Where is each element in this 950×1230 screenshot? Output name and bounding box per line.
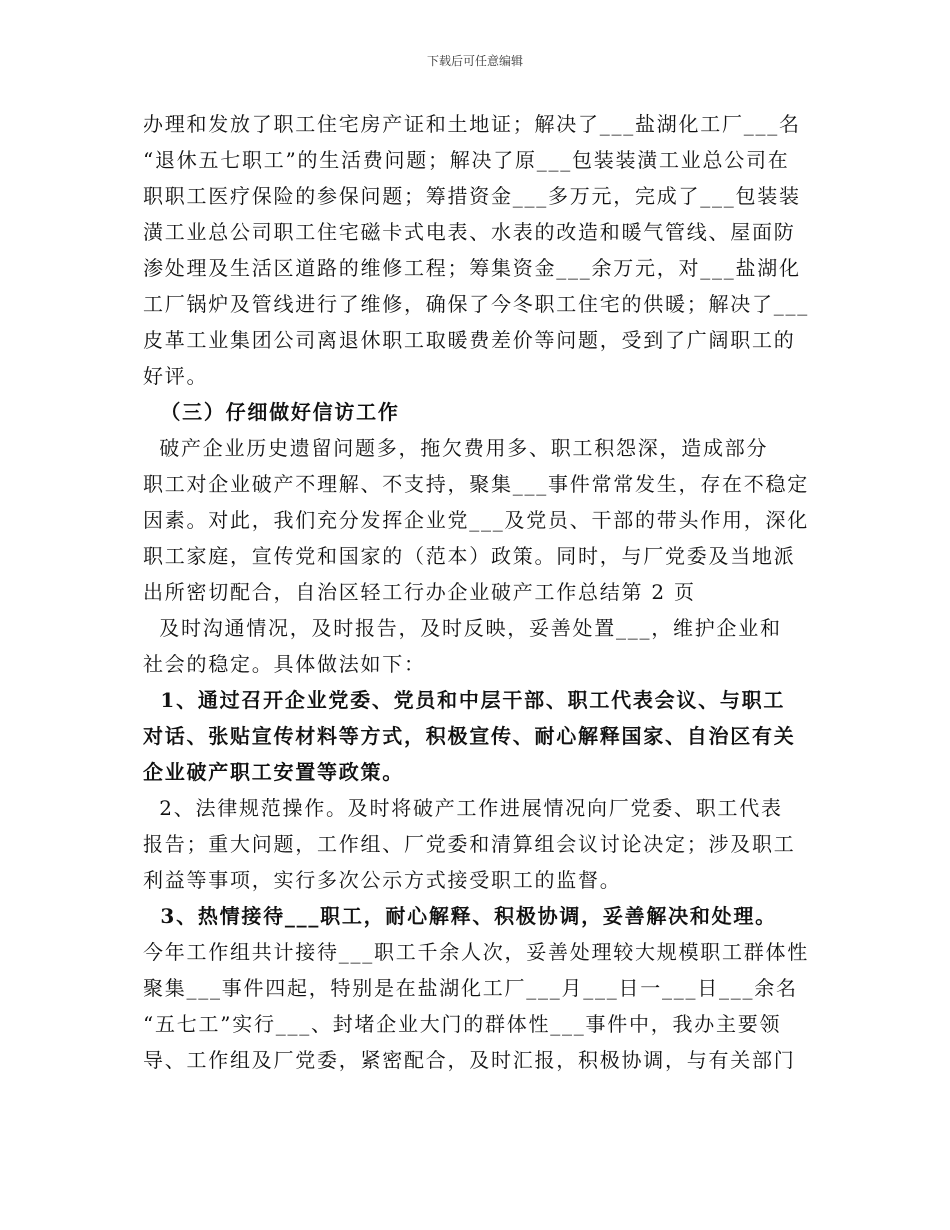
text-line: 报告；重大问题，工作组、厂党委和清算组会议讨论决定；涉及职工	[143, 832, 796, 856]
text-line: 好评。	[143, 364, 209, 388]
text-line: 3、热情接待___职工，耐心解释、积极协调，妥善解决和处理。	[143, 904, 777, 928]
page-header: 下载后可任意编辑	[426, 54, 523, 68]
text-line: 利益等事项，实行多次公示方式接受职工的监督。	[143, 868, 622, 892]
text-line: 职工家庭，宣传党和国家的（范本）政策。同时，与厂党委及当地派	[143, 544, 796, 568]
text-line: 聚集___事件四起，特别是在盐湖化工厂___月___日一___日___余名	[143, 976, 798, 1000]
text-line: “五七工”实行___、封堵企业大门的群体性___事件中，我办主要领	[143, 1012, 782, 1036]
text-line: 导、工作组及厂党委，紧密配合，及时汇报，积极协调，与有关部门	[143, 1048, 796, 1072]
text-line: 工厂锅炉及管线进行了维修，确保了今冬职工住宅的供暖；解决了___	[143, 292, 809, 316]
text-line: 对话、张贴宣传材料等方式，积极宣传、耐心解释国家、自治区有关	[143, 724, 796, 748]
text-line: 因素。对此，我们充分发挥企业党___及党员、干部的带头作用，深化	[143, 508, 809, 532]
text-line: 职工对企业破产不理解、不支持，聚集___事件常常发生，存在不稳定	[143, 472, 809, 496]
text-line: 办理和发放了职工住宅房产证和土地证；解决了___盐湖化工厂___名	[143, 112, 801, 136]
text-line: 破产企业历史遗留问题多，拖欠费用多、职工积怨深，造成部分	[143, 436, 769, 460]
text-line: 及时沟通情况，及时报告，及时反映，妥善处置___，维护企业和	[143, 616, 782, 640]
text-line: 1、通过召开企业党委、党员和中层干部、职工代表会议、与职工	[143, 688, 786, 712]
text-line: 潢工业总公司职工住宅磁卡式电表、水表的改造和暖气管线、屋面防	[143, 220, 796, 244]
text-line: （三）仔细做好信访工作	[143, 400, 400, 424]
text-line: 皮革工业集团公司离退休职工取暖费差价等问题，受到了广阔职工的	[143, 328, 796, 352]
text-line: “退休五七职工”的生活费问题；解决了原___包装装潢工业总公司在	[143, 148, 790, 172]
text-line: 出所密切配合，自治区轻工行办企业破产工作总结第 2 页	[143, 580, 696, 604]
text-line: 职职工医疗保险的参保问题；筹措资金___多万元，完成了___包装装	[143, 184, 801, 208]
text-line: 渗处理及生活区道路的维修工程；筹集资金___余万元，对___盐湖化	[143, 256, 801, 280]
text-line: 企业破产职工安置等政策。	[143, 760, 404, 784]
text-line: 2、法律规范操作。及时将破产工作进展情况向厂党委、职工代表	[143, 796, 783, 820]
text-line: 今年工作组共计接待___职工千余人次，妥善处理较大规模职工群体性	[143, 940, 809, 964]
text-line: 社会的稳定。具体做法如下：	[143, 652, 426, 676]
